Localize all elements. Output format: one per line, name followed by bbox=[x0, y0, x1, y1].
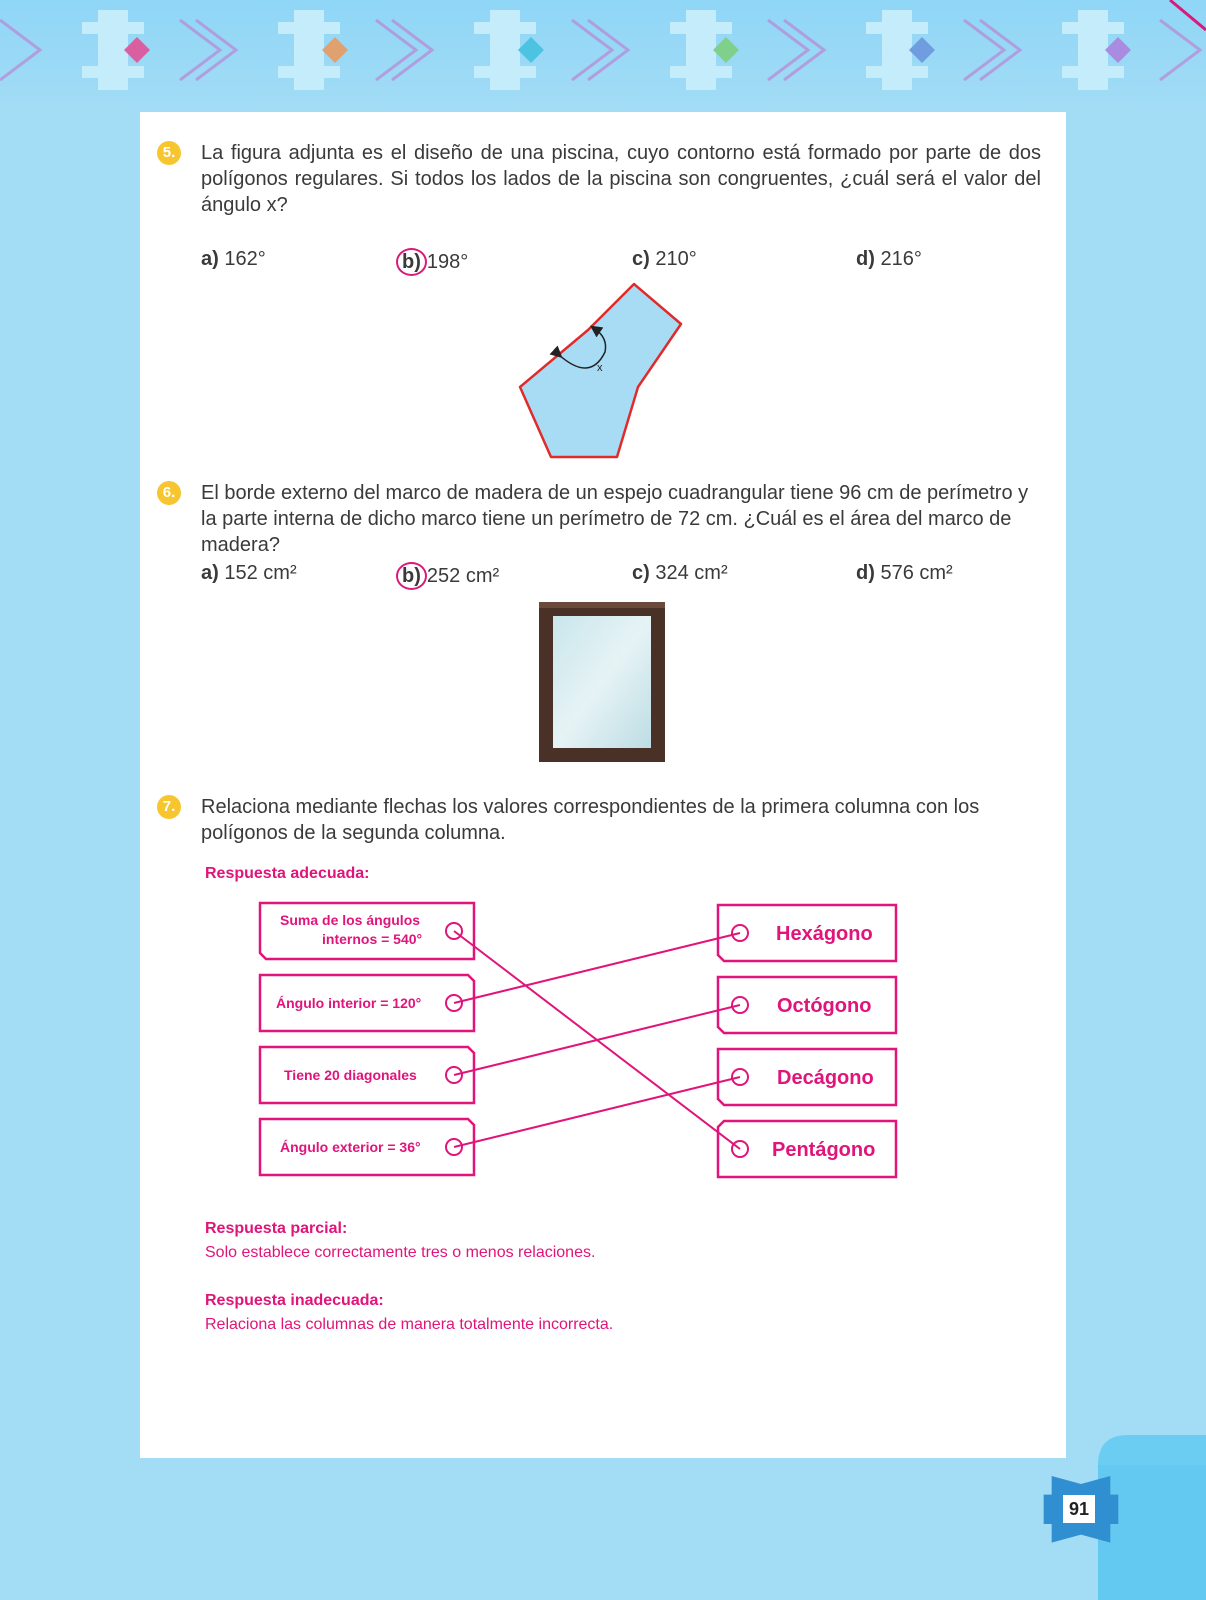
left-label-1a: Suma de los ángulos bbox=[280, 912, 421, 928]
question-5-badge: 5. bbox=[157, 141, 181, 165]
inadequate-answer-heading: Respuesta inadecuada: bbox=[205, 1292, 384, 1309]
q5-option-c-value: 210° bbox=[655, 248, 697, 270]
match-line-3 bbox=[454, 1005, 740, 1075]
left-label-2: Ángulo interior = 120° bbox=[276, 995, 422, 1011]
right-label-octogono: Octógono bbox=[777, 995, 872, 1017]
q6-option-c-letter: c) bbox=[632, 562, 650, 584]
question-5-text: La figura adjunta es el diseño de una piscina, cuyo contorno está formado por parte de dos polígonos regulares. Si todos los lados de la piscina son congruentes, ¿cuál será el valor del ángulo x? bbox=[201, 142, 1041, 216]
page-number: 91 bbox=[1063, 1495, 1095, 1523]
right-label-decagono: Decágono bbox=[777, 1067, 874, 1089]
q6-option-a-letter: a) bbox=[201, 562, 219, 584]
matching-diagram bbox=[250, 895, 910, 1185]
partial-answer-heading: Respuesta parcial: bbox=[205, 1220, 348, 1237]
q6-option-a-value: 152 cm² bbox=[224, 562, 297, 584]
q6-option-d-value: 576 cm² bbox=[880, 562, 953, 584]
q5-option-d-value: 216° bbox=[880, 248, 922, 270]
q5-option-b-letter-circled: b) bbox=[396, 248, 427, 276]
mirror-image bbox=[537, 600, 669, 766]
question-6-text: El borde externo del marco de madera de un espejo cuadrangular tiene 96 cm de perímetro y la parte interna de dicho marco tiene un perímetro de 72 cm. ¿Cuál es el área del marco de madera? bbox=[201, 482, 1029, 556]
partial-answer-text: Solo establece correctamente tres o menos relaciones. bbox=[205, 1244, 596, 1261]
left-label-3: Tiene 20 diagonales bbox=[284, 1067, 417, 1083]
angle-x-label: x bbox=[597, 362, 603, 374]
q6-option-b-letter-circled: b) bbox=[396, 562, 427, 590]
inadequate-answer-text: Relaciona las columnas de manera totalmente incorrecta. bbox=[205, 1316, 614, 1333]
left-label-1b: internos = 540° bbox=[322, 931, 423, 947]
q6-option-b-value: 252 cm² bbox=[426, 565, 500, 587]
question-7-badge: 7. bbox=[157, 795, 181, 819]
q5-option-b-value: 198° bbox=[426, 251, 469, 273]
q5-option-a-letter: a) bbox=[201, 248, 219, 270]
q5-option-c bbox=[632, 248, 697, 271]
q5-option-a-value: 162° bbox=[224, 248, 266, 270]
q5-option-b bbox=[402, 248, 468, 276]
q6-option-b bbox=[402, 562, 499, 590]
decorative-header-pattern bbox=[0, 0, 1206, 112]
q6-option-a bbox=[201, 562, 297, 585]
q6-option-d bbox=[856, 562, 953, 585]
match-line-4 bbox=[454, 1077, 740, 1147]
q6-option-c-value: 324 cm² bbox=[655, 562, 728, 584]
q6-option-c bbox=[632, 562, 728, 585]
q5-option-d bbox=[856, 248, 922, 271]
mirror-glass bbox=[553, 616, 651, 748]
q5-option-a bbox=[201, 248, 266, 271]
q5-option-d-letter: d) bbox=[856, 248, 875, 270]
left-label-4: Ángulo exterior = 36° bbox=[280, 1139, 421, 1155]
pool-figure bbox=[500, 275, 700, 470]
adequate-answer-heading: Respuesta adecuada: bbox=[205, 865, 370, 882]
question-6-badge: 6. bbox=[157, 481, 181, 505]
right-label-pentagono: Pentágono bbox=[772, 1139, 876, 1161]
match-line-2 bbox=[454, 933, 740, 1003]
question-7-text: Relaciona mediante flechas los valores correspondientes de la primera columna con los polígonos de la segunda columna. bbox=[201, 796, 980, 844]
q6-option-d-letter: d) bbox=[856, 562, 875, 584]
q5-option-c-letter: c) bbox=[632, 248, 650, 270]
right-label-hexagono: Hexágono bbox=[776, 923, 873, 945]
